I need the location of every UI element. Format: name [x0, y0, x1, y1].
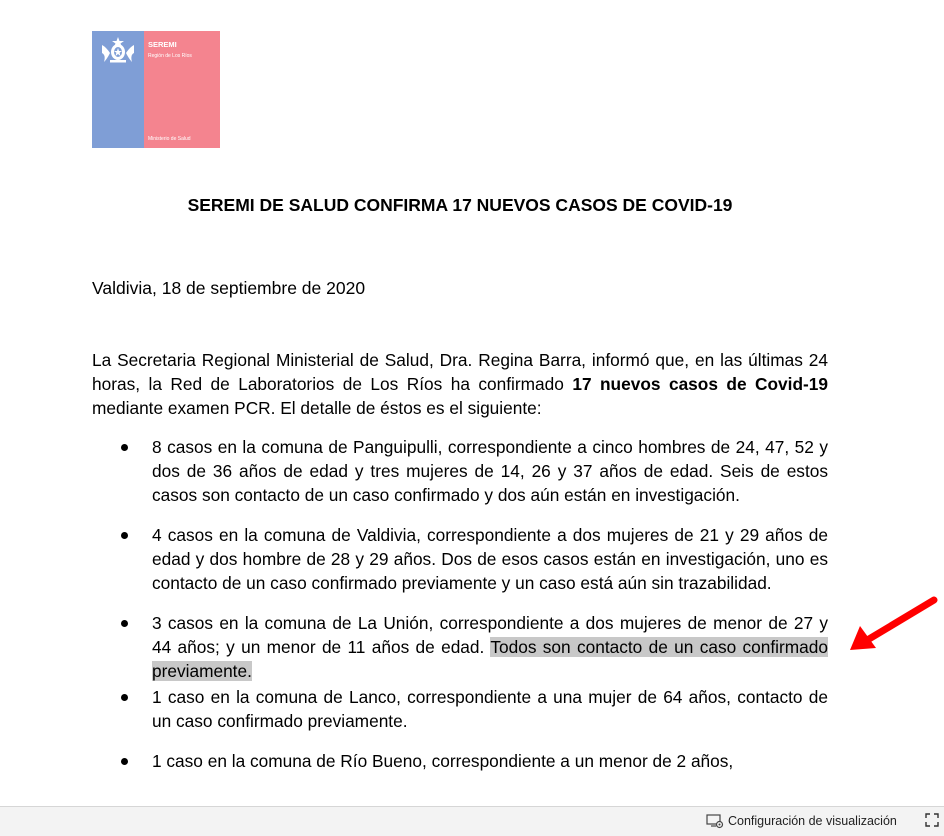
list-item: [92, 611, 828, 683]
display-settings-icon: [706, 813, 724, 829]
document-date: Valdivia, 18 de septiembre de 2020: [92, 278, 366, 298]
list-item-text: 1 caso en la comuna de Lanco, correspondiente a una mujer de 64 años, contacto de un caso confirmado previamente.: [152, 687, 828, 731]
intro-text-before: La Secretaria Regional Ministerial de Salud, Dra. Regina Barra, informó que, en las últimas 24 horas, la Red de Laboratorios de Los Ríos ha confirmado: [92, 350, 828, 394]
list-item: [92, 749, 828, 773]
cases-list: [92, 435, 828, 773]
intro-bold-cases: 17 nuevos casos de Covid-19: [572, 374, 829, 394]
display-settings-label: Configuración de visualización: [728, 814, 897, 828]
logo-ministry: Ministerio de Salud: [148, 136, 191, 142]
list-item-text: 1 caso en la comuna de Río Bueno, correspondiente a un menor de 2 años,: [152, 751, 734, 771]
chile-crest-icon: [98, 35, 138, 65]
intro-text-after: mediante examen PCR. El detalle de éstos es el siguiente:: [92, 398, 542, 418]
list-item: [92, 435, 828, 507]
list-item-text: 4 casos en la comuna de Valdivia, correspondiente a dos mujeres de 21 y 29 años de edad y dos hombre de 28 y 29 años. Dos de esos casos están en investigación, uno es contacto de un caso confirmado previamente y un caso está aún sin trazabilidad.: [152, 525, 828, 593]
logo-region: Región de Los Ríos: [148, 53, 192, 59]
logo-red-panel: [144, 31, 220, 148]
list-item: [92, 523, 828, 595]
logo-blue-panel: [92, 31, 144, 148]
list-item-text: 8 casos en la comuna de Panguipulli, correspondiente a cinco hombres de 24, 47, 52 y dos de 36 años de edad y tres mujeres de 14, 26 y 37 años de edad. Seis de estos casos son contacto de un caso confirmado y dos aún están en investigación.: [152, 437, 828, 505]
document-title: SEREMI DE SALUD CONFIRMA 17 NUEVOS CASOS DE COVID-19: [187, 195, 733, 215]
status-bar: [0, 806, 944, 836]
red-arrow-annotation-icon: [846, 596, 938, 658]
focus-mode-icon[interactable]: [924, 812, 940, 828]
logo-org-name: SEREMI: [148, 40, 177, 49]
list-item: [92, 685, 828, 733]
highlighted-text: Todos son contacto de un caso confirmado previamente.: [152, 637, 829, 681]
display-settings-button[interactable]: [706, 813, 897, 829]
intro-paragraph: [92, 348, 828, 420]
bullet-icon: [121, 444, 128, 451]
bullet-icon: [121, 694, 128, 701]
bullet-icon: [121, 620, 128, 627]
seremi-logo: [92, 31, 220, 148]
bullet-icon: [121, 758, 128, 765]
bullet-icon: [121, 532, 128, 539]
list-item-text: 3 casos en la comuna de La Unión, correspondiente a dos mujeres de menor de 27 y 44 años; y un menor de 11 años de edad.: [152, 613, 828, 657]
